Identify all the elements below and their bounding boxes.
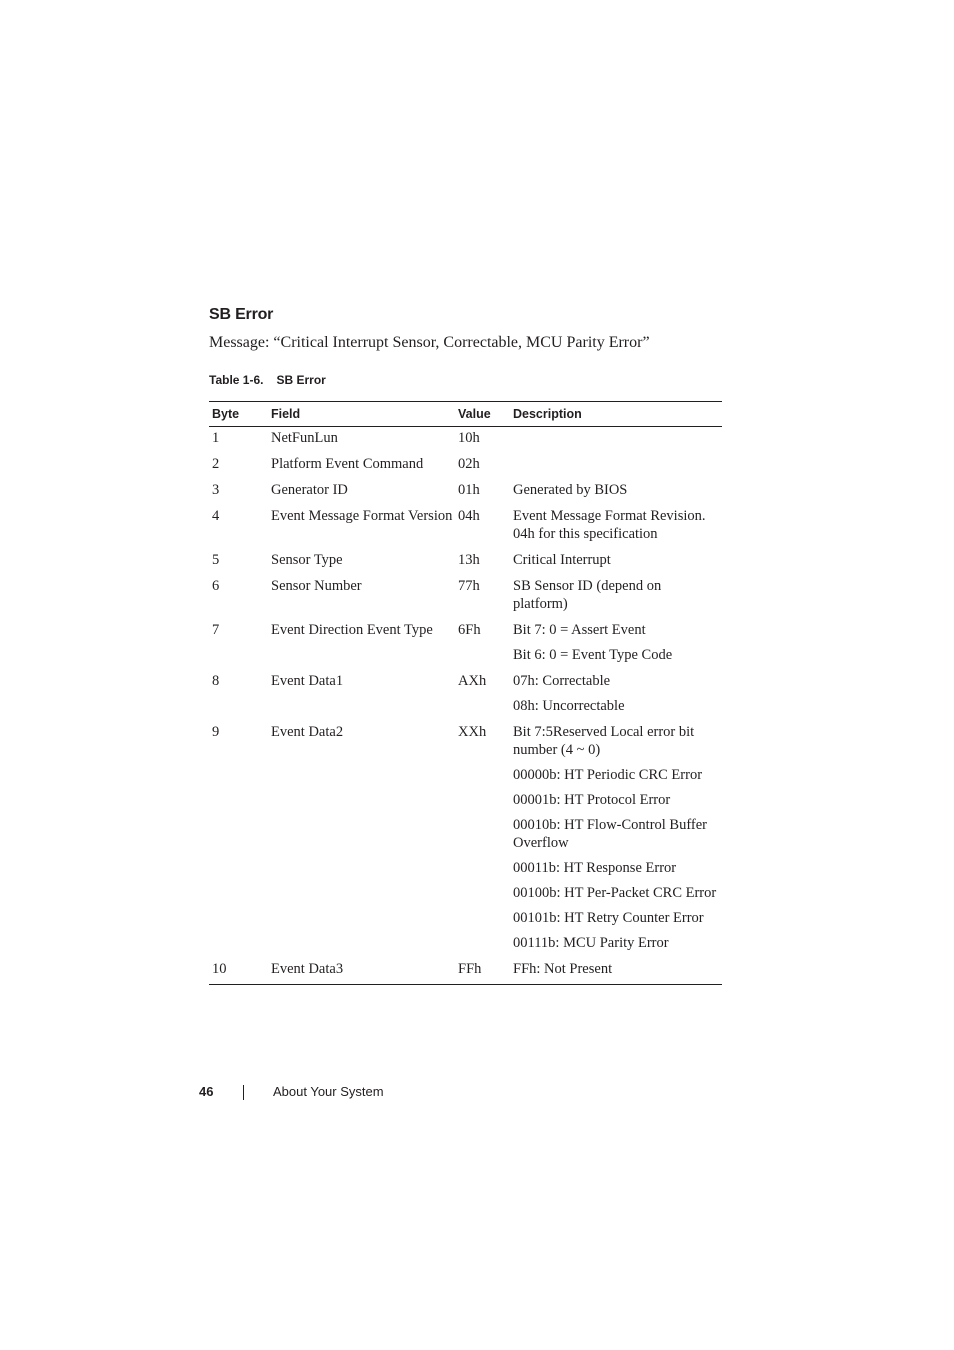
- cell-field: [271, 766, 458, 791]
- cell-byte: 10: [212, 961, 227, 977]
- cell-field: [271, 816, 458, 859]
- cell-description: 00001b: HT Protocol Error: [513, 792, 671, 808]
- table-row: [209, 427, 722, 455]
- table-row: [209, 816, 722, 859]
- table-row: [209, 959, 722, 985]
- cell-field: Event Data2: [271, 724, 344, 740]
- cell-byte: [209, 934, 271, 959]
- cell-byte: [209, 697, 271, 722]
- cell-description: 00100b: HT Per-Packet CRC Error: [513, 885, 717, 901]
- cell-description: 00111b: MCU Parity Error: [513, 935, 669, 951]
- cell-value: [458, 884, 513, 909]
- cell-byte: 9: [212, 724, 220, 740]
- cell-field: Generator ID: [271, 482, 348, 498]
- cell-field: Event Message Format Version: [271, 508, 453, 524]
- footer-title: About Your System: [273, 1084, 384, 1099]
- cell-value: [458, 766, 513, 791]
- cell-value: 10h: [458, 430, 480, 446]
- cell-value: 02h: [458, 456, 480, 472]
- header-field: Field: [271, 402, 458, 427]
- cell-byte: 1: [212, 430, 220, 446]
- cell-field: NetFunLun: [271, 430, 338, 446]
- cell-description: Critical Interrupt: [513, 552, 611, 568]
- cell-byte: [209, 766, 271, 791]
- cell-value: [458, 816, 513, 859]
- cell-field: [271, 859, 458, 884]
- cell-field: Sensor Type: [271, 552, 343, 568]
- table-row: [209, 480, 722, 506]
- header-byte: Byte: [209, 402, 271, 427]
- cell-description: Bit 6: 0 = Event Type Code: [513, 647, 673, 663]
- cell-byte: 7: [212, 622, 220, 638]
- cell-description: FFh: Not Present: [513, 961, 613, 977]
- table-body: [209, 427, 722, 985]
- cell-description: 07h: Correctable: [513, 673, 611, 689]
- error-message: Message: “Critical Interrupt Sensor, Correctable, MCU Parity Error”: [209, 334, 650, 351]
- cell-value: [458, 934, 513, 959]
- cell-byte: [209, 646, 271, 671]
- cell-field: Event Direction Event Type: [271, 622, 433, 638]
- cell-byte: 4: [212, 508, 220, 524]
- table-header-row: [209, 402, 722, 427]
- table-row: [209, 671, 722, 697]
- footer-divider: [243, 1085, 244, 1100]
- table-caption: [209, 373, 326, 387]
- table-row: [209, 884, 722, 909]
- cell-value: 01h: [458, 482, 480, 498]
- table-caption-name: SB Error: [276, 373, 326, 387]
- table-row: [209, 909, 722, 934]
- section-title: SB Error: [209, 306, 274, 323]
- table-row: [209, 697, 722, 722]
- cell-value: FFh: [458, 961, 482, 977]
- table-row: [209, 646, 722, 671]
- cell-value: AXh: [458, 673, 487, 689]
- cell-byte: 2: [212, 456, 220, 472]
- cell-field: Sensor Number: [271, 578, 362, 594]
- cell-byte: [209, 909, 271, 934]
- cell-description: 00011b: HT Response Error: [513, 860, 677, 876]
- cell-byte: 8: [212, 673, 220, 689]
- table-row: [209, 766, 722, 791]
- cell-byte: [209, 859, 271, 884]
- table-row: [209, 550, 722, 576]
- cell-value: 77h: [458, 578, 480, 594]
- cell-value: [458, 791, 513, 816]
- table-row: [209, 454, 722, 480]
- table-row: [209, 859, 722, 884]
- cell-byte: [209, 791, 271, 816]
- table-row: [209, 934, 722, 959]
- cell-description: Bit 7: 0 = Assert Event: [513, 622, 646, 638]
- table-row: [209, 576, 722, 620]
- cell-value: 13h: [458, 552, 480, 568]
- cell-description: [513, 427, 722, 455]
- header-description: Description: [513, 402, 722, 427]
- sb-error-table: [209, 401, 722, 985]
- cell-field: Event Data3: [271, 961, 344, 977]
- table-row: [209, 620, 722, 646]
- cell-field: [271, 909, 458, 934]
- cell-value: 6Fh: [458, 622, 481, 638]
- cell-value: [458, 859, 513, 884]
- cell-description: SB Sensor ID (depend on platform): [513, 578, 662, 612]
- cell-description: 00010b: HT Flow-Control Buffer Overflow: [513, 817, 708, 851]
- cell-byte: 6: [212, 578, 220, 594]
- header-value: Value: [458, 402, 513, 427]
- table-row: [209, 791, 722, 816]
- cell-description: Generated by BIOS: [513, 482, 628, 498]
- page-number: 46: [199, 1084, 214, 1099]
- cell-byte: [209, 884, 271, 909]
- cell-byte: 3: [212, 482, 220, 498]
- table-caption-number: Table 1-6.: [209, 373, 264, 387]
- cell-field: Platform Event Command: [271, 456, 424, 472]
- cell-description: 08h: Uncorrectable: [513, 698, 625, 714]
- cell-field: [271, 884, 458, 909]
- cell-value: [458, 646, 513, 671]
- cell-description: Bit 7:5Reserved Local error bit number (4 ~ 0): [513, 724, 695, 758]
- table-row: [209, 722, 722, 766]
- cell-description: Event Message Format Revision. 04h for this specification: [513, 508, 706, 542]
- cell-field: [271, 934, 458, 959]
- cell-byte: [209, 816, 271, 859]
- cell-field: [271, 646, 458, 671]
- cell-description: 00000b: HT Periodic CRC Error: [513, 767, 703, 783]
- table-row: [209, 506, 722, 550]
- cell-value: [458, 909, 513, 934]
- cell-value: 04h: [458, 508, 480, 524]
- cell-value: XXh: [458, 724, 487, 740]
- cell-field: [271, 791, 458, 816]
- cell-byte: 5: [212, 552, 220, 568]
- cell-description: 00101b: HT Retry Counter Error: [513, 910, 704, 926]
- cell-field: [271, 697, 458, 722]
- cell-field: Event Data1: [271, 673, 344, 689]
- cell-value: [458, 697, 513, 722]
- cell-description: [513, 454, 722, 480]
